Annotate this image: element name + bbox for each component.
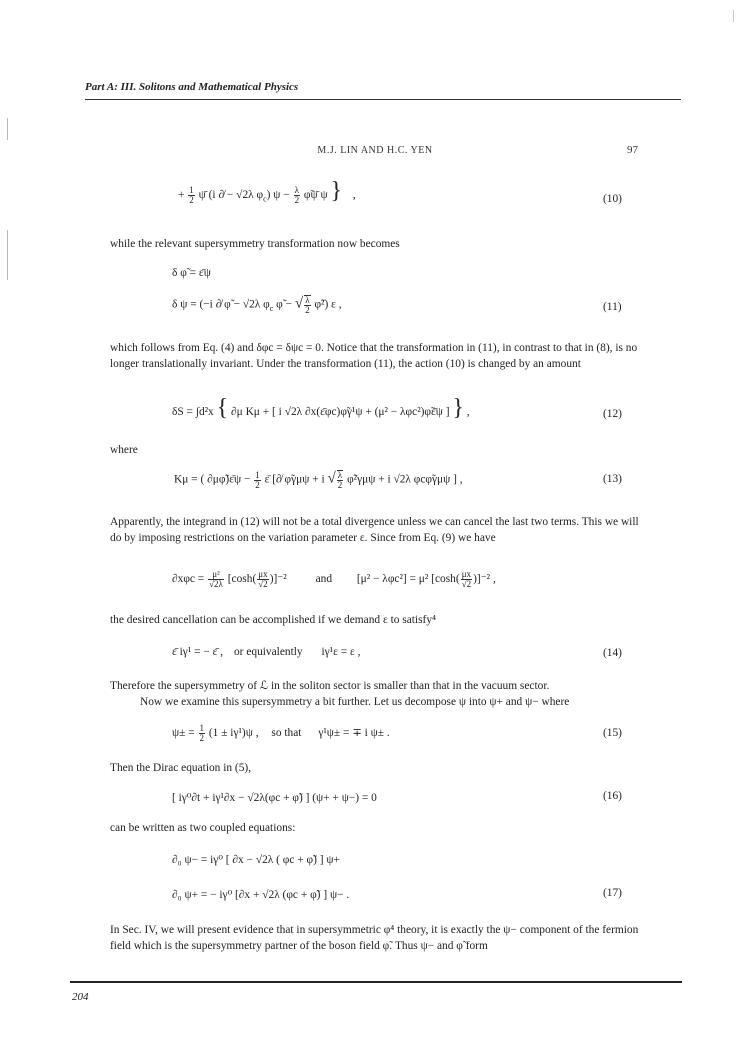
page-number: 204	[72, 991, 89, 1003]
equation-number-10: (10)	[603, 193, 622, 205]
equation-10: + $\frac{1}{2}$ ψ̄ (i ∂̸ − √2λ $\varphi_c$) ψ − $\frac{\lambda}{2}$ φ̃ψ̄ ψ } ,	[178, 178, 356, 205]
journal-page-number: 97	[627, 144, 638, 156]
equation-11b: δ ψ = (−i ∂̸ φ̃ − √2λ $\varphi_c$ φ̃ − √ $\frac{\lambda}{2}$ φ̃²) ε ,	[172, 295, 342, 315]
equation-unnumbered: ∂xφc = $\frac{\text{μ²}}{√2\lambda}$ [cosh( $\frac{\mu x}{√2}$ )]⁻² and [μ² − λφc²] = μ² [cosh( $\frac{\mu x}{√2}$ )]⁻² ,	[172, 569, 496, 589]
equation-16: [ iγ⁰∂t + iγ¹∂x − √2λ(φc + φ̃) ] (ψ+ + ψ−) = 0	[172, 792, 377, 804]
header-rule	[85, 99, 681, 100]
equation-number-16: (16)	[603, 790, 622, 802]
equation-13: Kμ = ( ∂μφ̃)ε̄ψ − $\frac{1}{2}$ ε̄ [∂̸ φ̃γμψ + i √ $\frac{\lambda}{2}$ φ̃²γμψ + i √2λ φcφ̃γμψ ] ,	[174, 469, 463, 490]
paragraph: In Sec. IV, we will present evidence that in supersymmetric φ⁴ theory, it is exactly the ψ− component of the fermion field which is the supersymmetry partner of the boson field φ̃. Thus ψ− and φ̃ form	[110, 924, 639, 952]
footer-rule	[70, 981, 682, 983]
scan-margin-mark	[7, 118, 8, 140]
equation-17b: ∂₀ ψ+ = − iγ⁰ [∂x + √2λ (φc + φ̃) ] ψ− .	[172, 889, 350, 901]
section-header: Part A: III. Solitons and Mathematical Physics	[85, 81, 299, 93]
scan-margin-mark	[7, 230, 8, 280]
equation-number-17: (17)	[603, 887, 622, 899]
equation-number-11: (11)	[603, 301, 622, 313]
equation-number-13: (13)	[603, 473, 622, 485]
running-head: M.J. LIN AND H.C. YEN	[317, 145, 433, 156]
equation-number-12: (12)	[603, 408, 622, 420]
paragraph: Therefore the supersymmetry of ℒ in the soliton sector is smaller than that in the vacuum sector.	[110, 680, 550, 692]
paragraph: Now we examine this supersymmetry a bit further. Let us decompose ψ into ψ+ and ψ− where	[140, 696, 570, 708]
equation-15: ψ± = $\frac{1}{2}$ (1 ± iγ¹)ψ , so that γ¹ψ± = ∓ i ψ± .	[172, 723, 390, 743]
paragraph: while the relevant supersymmetry transformation now becomes	[110, 238, 400, 250]
paragraph: Apparently, the integrand in (12) will not be a total divergence unless we can cancel the last two terms. This we will do by imposing restrictions on the variation parameter ε. Since from Eq. (9) we have	[110, 516, 639, 544]
equation-17a: ∂₀ ψ− = iγ⁰ [ ∂x − √2λ ( φc + φ̃) ] ψ+	[172, 854, 340, 866]
paragraph: where	[110, 444, 138, 456]
equation-number-15: (15)	[603, 727, 622, 739]
paragraph: the desired cancellation can be accomplished if we demand ε to satisfy⁴	[110, 614, 436, 626]
paragraph: which follows from Eq. (4) and δφc = δψc = 0. Notice that the transformation in (11), in contrast to that in (8), is no longer translationally invariant. Under the transformation (11), the action (10) is changed by an amount	[110, 342, 638, 370]
scan-edge-mark	[733, 10, 734, 22]
paragraph: Then the Dirac equation in (5),	[110, 762, 252, 774]
equation-11a: δ φ̃ = ε̄ψ	[172, 267, 211, 279]
equation-14: ε̄ iγ¹ = − ε̄ , or equivalently iγ¹ε = ε ,	[172, 646, 361, 658]
equation-number-14: (14)	[603, 647, 622, 659]
paragraph: can be written as two coupled equations:	[110, 822, 296, 834]
equation-12: δS = ∫d²x { ∂μ Kμ + [ i √2λ ∂x(ε̄φc)φ̃γ¹ψ + (μ² − λφc²)φ̃ε̄ψ ] } ,	[172, 395, 470, 421]
